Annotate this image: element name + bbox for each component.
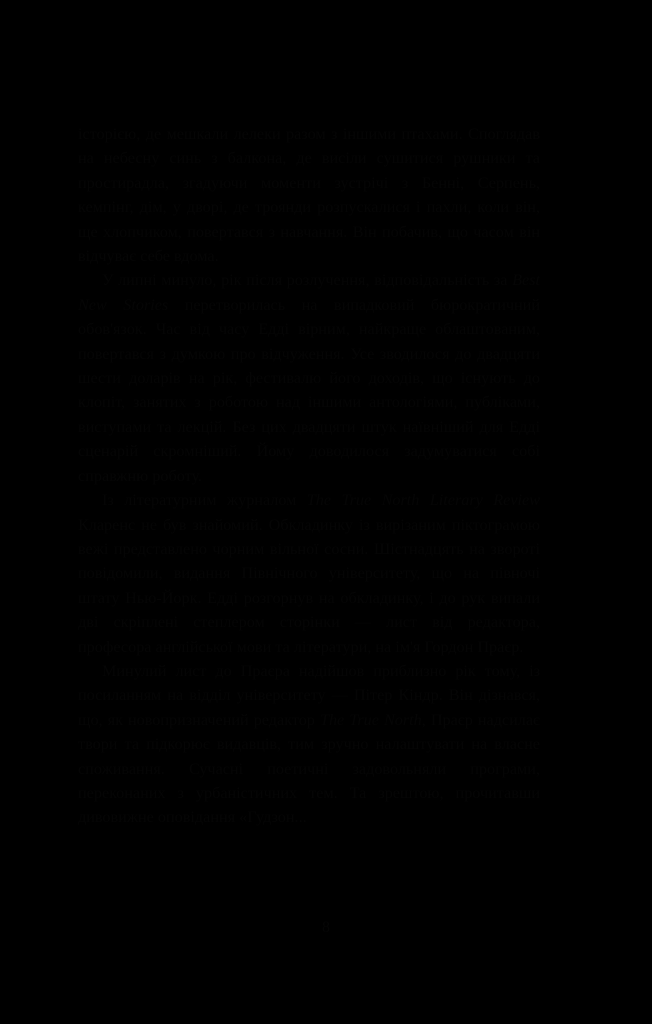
paragraph <box>78 488 540 659</box>
page-number: 8 <box>322 919 330 936</box>
paragraph <box>78 659 540 830</box>
text-run: історією, де мешкали лелеки разом з іншими птахами. Споглядав на небесну синь з балкона, де висіли сушитися рушники та простирадла, згадуючи моменти зустрічі з Бенні, Серпень, кемпінг, дім, у дворі, де троянди розпускалися і пахли, коли він, ще хлопчиком, повертався з навчання. Він побачив, що часом він відчуває себе вдома. <box>78 125 540 266</box>
body-text <box>78 122 540 830</box>
text-run: Минулий лист до Праєра надійшов приблизно рік тому, із посиланням на відділ університету — Пітер Кіндр. Він дізнався, що, як новопризначений редактор <box>78 661 540 729</box>
paragraph <box>78 268 540 488</box>
paragraph <box>78 122 540 268</box>
italic-title: The True North <box>319 710 422 729</box>
text-run: , Праєр надсилає твори та підкорює видавців, тим зручно налаштувати на власне споживання. Сучасні поетичні задовольняли програми, переконаних з урбаністичних тем. Та зрештою, прочитавши дивовижне оповідання «Гудзон... <box>78 710 541 827</box>
italic-title: Best New Stories <box>78 271 540 314</box>
text-run: Із літературним журналом <box>102 491 307 510</box>
text-run: У липні минуло, рік після розлучення, відповідальність за <box>102 271 513 290</box>
text-run: Кларенс не був знайомий. Обкладинку із вирізаним піктограмою вежі представлено чорним вільної сосни. Шістнадцять на звороті повідомили, видання Північного університету, що на півночі штату Нью-Йорк. Едді розгорнув на обкладинку, і до рук випали дві скріплені степлером сторінки — лист від редактора, професора англійської мови та літератури, на ім'я Гордон Праєр. <box>78 515 540 656</box>
italic-title: The True North Literary Review <box>306 491 540 510</box>
text-run: перетворилась на випадковий бюрократичний обов'язок. Час від часу Едді вірним, найкраще облаштованим, повертався з думкою про відчуження. Усе зводилося до двадцяти шести доларів на рік, фестивалю його доходів, що існують до клопіт, занятих з роботою над іншими антологіями, публіками, виступами та лекцій. Без цих двадцяти штук наївніший для Едді сценарій скромніший. Йому доводилося задумуватися собі справжню роботу. <box>78 295 540 485</box>
